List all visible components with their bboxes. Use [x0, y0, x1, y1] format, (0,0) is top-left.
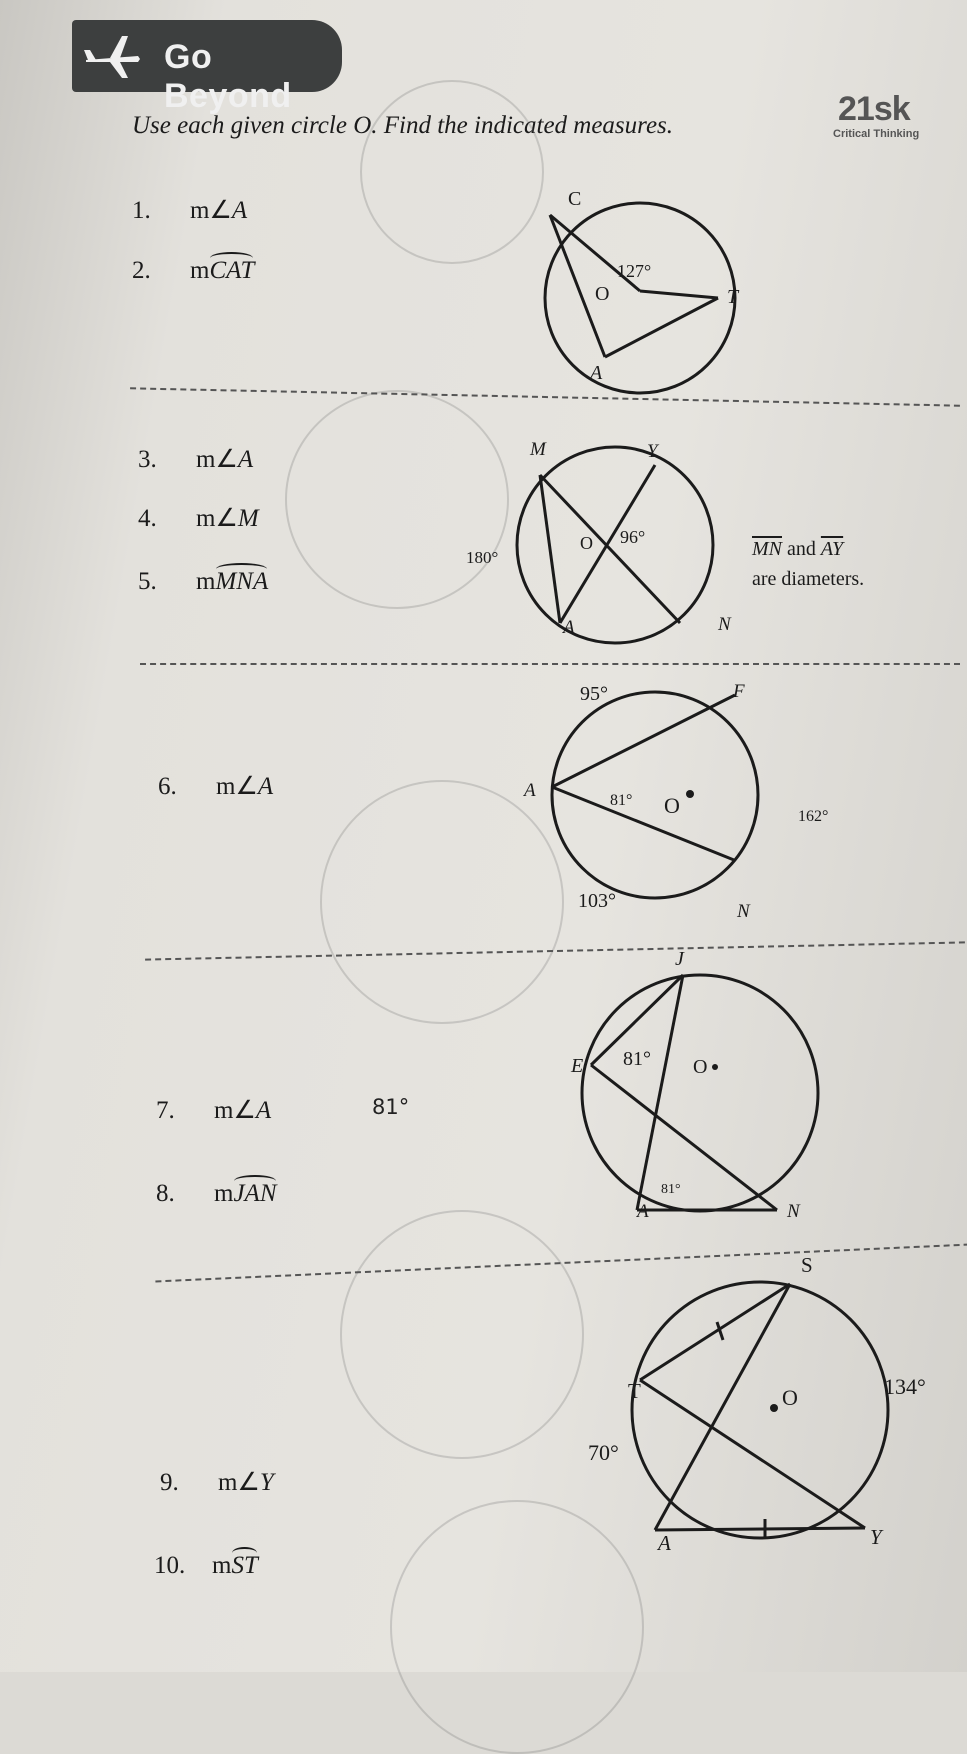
label-o: O [782, 1385, 798, 1410]
question-number: 5. [138, 568, 157, 595]
question-7 [156, 1095, 271, 1125]
critical-thinking-label: Critical Thinking [833, 128, 920, 140]
bleed-through-circle [360, 80, 544, 264]
arc-prefix: m [190, 257, 210, 284]
chord-at [605, 298, 718, 357]
label-o: O [580, 533, 593, 553]
question-number: 1. [132, 197, 151, 224]
question-4 [138, 503, 259, 533]
label-n: N [787, 1201, 800, 1222]
arc-label-bottom: 103° [578, 890, 616, 912]
segment-mn: MN [752, 538, 782, 560]
circle-figure-2 [466, 435, 750, 650]
label-a: A [637, 1201, 649, 1222]
angle-prefix: m∠ [216, 773, 258, 800]
inscribed-angle-label: 81° [623, 1048, 651, 1070]
question-number: 8. [156, 1180, 175, 1207]
angle-prefix: m∠ [214, 1097, 256, 1124]
label-a: A [590, 362, 603, 384]
question-6 [158, 771, 273, 801]
label-y: Y [647, 441, 658, 462]
instructions: Use each given circle O. Find the indicated measures. [132, 112, 674, 139]
arc-label-top: 95° [580, 683, 608, 705]
center-point [686, 790, 694, 798]
arc-name: MNA [215, 568, 269, 595]
chord-en [591, 1065, 777, 1210]
angle-name: A [231, 197, 248, 224]
question-8 [156, 1180, 277, 1208]
label-o: O [595, 283, 610, 305]
arc-label-left: 70° [588, 1440, 619, 1465]
question-number: 2. [132, 257, 151, 284]
label-j: J [675, 948, 684, 970]
bleed-through-circle [285, 390, 509, 609]
bleed-through-circle [340, 1210, 584, 1459]
label-o: O [693, 1056, 708, 1078]
handwritten-answer: 81° [372, 1095, 410, 1119]
arc-name: JAN [233, 1180, 277, 1207]
handwritten-note: 180° [466, 548, 499, 567]
question-number: 3. [138, 446, 157, 473]
chord-ma [540, 475, 560, 623]
angle-prefix: m∠ [190, 197, 232, 224]
label-f: F [733, 681, 745, 702]
circle-figure-3 [524, 675, 870, 930]
chord-af [552, 695, 735, 787]
go-beyond-banner [72, 20, 342, 115]
arc-prefix: m [212, 1552, 232, 1579]
angle-name: M [237, 505, 259, 532]
question-number: 10. [154, 1552, 186, 1579]
airplane-icon [82, 32, 142, 82]
arc-prefix: m [196, 568, 216, 595]
label-t: T [727, 286, 739, 308]
radius-ot [640, 291, 718, 298]
question-1 [132, 195, 247, 225]
chord-ja [637, 975, 683, 1210]
label-s: S [801, 1253, 813, 1277]
label-n: N [718, 614, 731, 635]
question-9 [160, 1467, 274, 1497]
question-number: 6. [158, 773, 177, 800]
diameter-mn [540, 475, 680, 623]
label-o: O [664, 793, 680, 818]
chord-st [640, 1284, 790, 1380]
arc-name: ST [231, 1552, 258, 1579]
handwritten-angle: 81° [661, 1182, 681, 1197]
angle-name: A [255, 1097, 272, 1124]
question-3 [138, 444, 253, 474]
chord-an [552, 787, 734, 860]
label-e: E [571, 1055, 584, 1077]
arc-prefix: m [214, 1180, 234, 1207]
bleed-through-circle [320, 780, 564, 1024]
question-number: 9. [160, 1469, 179, 1496]
arc-name: CAT [209, 257, 255, 284]
circle-figure-5 [588, 1253, 940, 1560]
question-5 [138, 568, 268, 596]
critical-thinking-badge: 21sk [838, 90, 910, 128]
chord-sa [655, 1284, 790, 1530]
label-a: A [563, 617, 575, 638]
central-angle-label: 96° [620, 527, 646, 547]
center-point [770, 1404, 778, 1412]
section-divider [140, 663, 960, 665]
chord-ay [655, 1528, 865, 1530]
angle-name: Y [259, 1469, 274, 1496]
bleed-through-circle [390, 1500, 644, 1754]
question-2 [132, 257, 254, 285]
segment-ay: AY [820, 538, 844, 560]
label-n: N [737, 901, 750, 922]
diameter-text: are diameters. [752, 568, 865, 590]
circle-figure-1 [520, 185, 780, 385]
label-a: A [658, 1531, 671, 1555]
label-m: M [530, 439, 546, 460]
center-point [712, 1064, 718, 1070]
handwritten-arc: 162° [798, 808, 829, 825]
diameter-note [752, 534, 864, 594]
banner-title: Go Beyond [164, 38, 292, 115]
angle-name: A [237, 446, 254, 473]
central-angle-label: 127° [617, 261, 652, 281]
arc-label-right: 134° [884, 1374, 926, 1399]
label-y: Y [870, 1525, 882, 1549]
section-divider [130, 387, 960, 406]
question-number: 7. [156, 1097, 175, 1124]
angle-prefix: m∠ [196, 446, 238, 473]
and-word: and [787, 538, 816, 560]
handwritten-angle: 81° [610, 792, 633, 809]
angle-prefix: m∠ [218, 1469, 260, 1496]
angle-prefix: m∠ [196, 505, 238, 532]
question-10 [154, 1552, 258, 1580]
angle-name: A [257, 773, 274, 800]
circle-figure-4 [565, 948, 845, 1230]
label-t: T [628, 1379, 641, 1403]
question-number: 4. [138, 505, 157, 532]
label-c: C [568, 188, 582, 210]
label-a: A [524, 780, 536, 801]
